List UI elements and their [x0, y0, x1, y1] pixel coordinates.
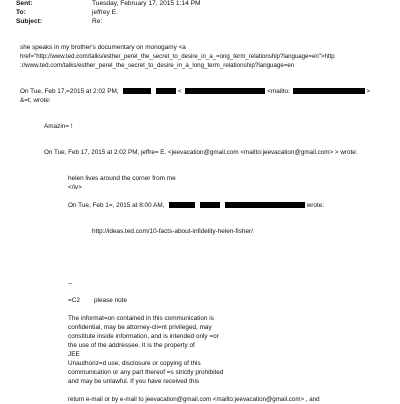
redaction-bar: [200, 202, 220, 208]
quote-header-1-text: On Tue, Feb 17,=2015 at 2:02 PM,: [20, 88, 119, 95]
redaction-bar: [169, 202, 195, 208]
quote-header-1-wrote: &=t; wrote:: [20, 97, 51, 104]
redaction-bar: [293, 88, 365, 94]
disclaimer-line: and may be unlawful. If you have received this: [68, 378, 200, 385]
helen-line-1: helen lives around the corner from me: [68, 175, 176, 182]
quote-header-1: [20, 88, 370, 96]
quote-header-1-gt: >: [366, 88, 371, 95]
subject-value: Re:: [92, 18, 103, 25]
redaction-bar: [156, 88, 176, 94]
disclaimer-line: communication or any part thereof =s strictly prohibited: [68, 369, 224, 376]
helen-line-2: </iv>: [68, 184, 82, 191]
redaction-bar: [123, 88, 151, 94]
body-line-2: href="http://www.ted.com/talks/esther_perel_the_secret_to_desire_in_a_=ong_term_relationship?language=en">http: [20, 53, 335, 60]
body-line-3: ://www.ted.com/talks/esther_perel_the_secret_to_desire_in_a_long_term_relationship?language=en: [20, 62, 295, 69]
quote-header-3-wrote: wrote:: [306, 202, 324, 209]
disclaimer-line: confidential, may be attorney-cli=nt privileged, may: [68, 324, 212, 331]
c2-marker: =C2: [68, 297, 80, 304]
disclaimer-line: Unauthoriz=d use, disclosure or copying of this: [68, 360, 201, 367]
to-label: To:: [16, 9, 26, 16]
last-line: return e-mail or by e-mail to jeevacation@gmail.com <mailto:jeevacation@gmail.com> , and: [68, 396, 320, 403]
signature-dashes: --: [68, 280, 73, 287]
quote-header-1-mailto: <mailto:: [267, 88, 290, 95]
disclaimer-line: The informat=on contained in this communication is: [68, 315, 214, 322]
quote-header-1-lt: <: [177, 88, 182, 95]
redaction-bar: [185, 88, 265, 94]
sent-label: Sent:: [16, 0, 33, 7]
to-value: jeffrey E.: [92, 9, 118, 16]
please-note: please note: [94, 297, 128, 304]
redaction-bar: [225, 202, 305, 208]
quote-header-3-text: On Tue, Feb 1=, 2015 at 8:00 AM,: [68, 202, 165, 209]
quote-header-2: On Tue, Feb 17, 2015 at 2:02 PM, jeffre= E. <jeevacation@gmail.com <mailto:jeevacation@gmail.com> > wrote:: [44, 149, 358, 156]
body-line-1: she speaks in my brother's documentary on monogamy <a: [20, 44, 186, 51]
sent-value: Tuesday, February 17, 2015 1:14 PM: [92, 0, 201, 7]
disclaimer-line: constitute inside information, and is intended only =or: [68, 333, 219, 340]
subject-label: Subject:: [16, 18, 43, 25]
amazing-line: Amazin= !: [44, 123, 73, 130]
disclaimer-line: JEE: [68, 351, 80, 358]
ted-link[interactable]: http://ideas.ted.com/10-facts-about-infidelity-helen-fisher/: [92, 228, 253, 235]
quote-header-3: [68, 202, 324, 210]
disclaimer-line: the use of the addressee. It is the property of: [68, 342, 195, 349]
